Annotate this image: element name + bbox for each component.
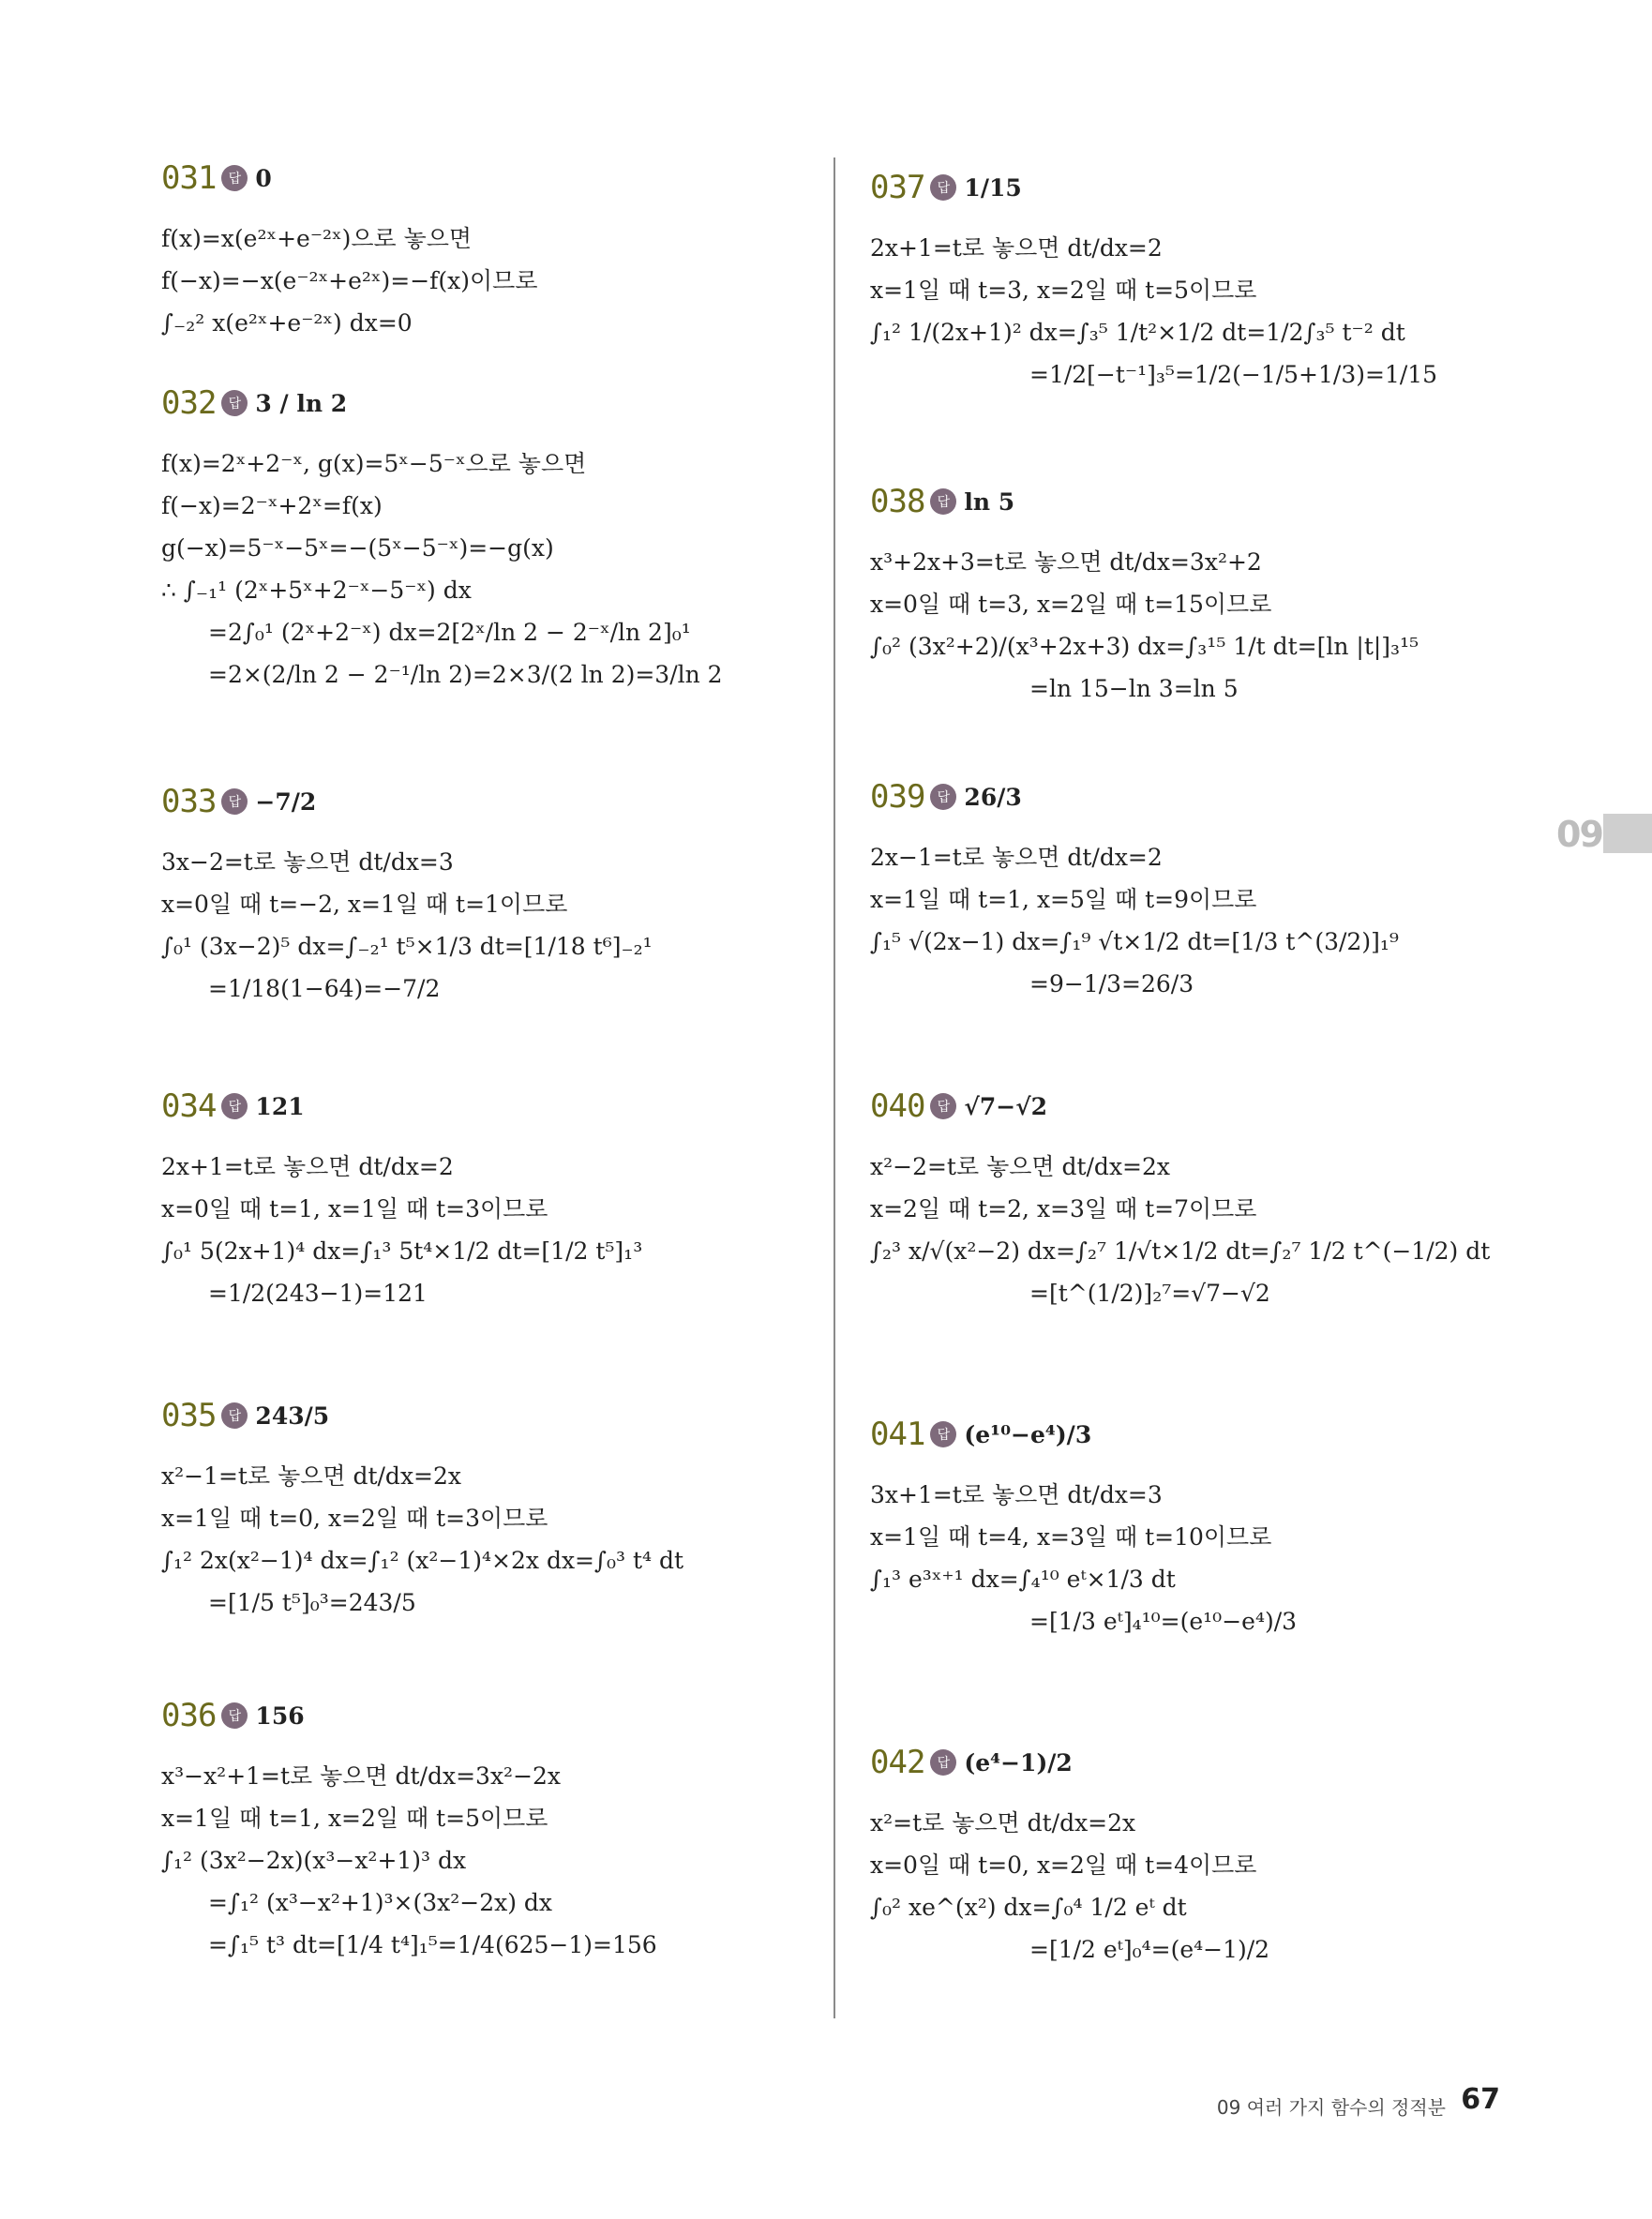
problem-041 [870,1406,1297,1642]
answer-badge: 답 [221,390,248,416]
solution-line: =ln 15−ln 3=ln 5 [1029,675,1239,702]
answer-badge: 답 [930,1749,956,1776]
solution-line: 2x−1=t로 놓으면 dt/dx=2 [870,844,1163,871]
solution-line: g(−x)=5⁻ˣ−5ˣ=−(5ˣ−5⁻ˣ)=−g(x) [161,534,554,562]
answer-badge: 답 [930,784,956,810]
solution-line: ∫₀² (3x²+2)/(x³+2x+3) dx=∫₃¹⁵ 1/t dt=[ln |t|]₃¹⁵ [870,633,1419,660]
solution-line: ∫₋₂² x(e²ˣ+e⁻²ˣ) dx=0 [161,309,413,337]
solution-lines [870,227,1437,396]
problem-032 [161,375,723,696]
solution-line: =9−1/3=26/3 [1029,970,1194,997]
solution-line: =1/2[−t⁻¹]₃⁵=1/2(−1/5+1/3)=1/15 [1029,361,1438,388]
answer-value: 156 [255,1702,305,1730]
answer-badge: 답 [221,1702,248,1729]
problem-number: 039 [870,778,925,816]
solution-line: x=1일 때 t=1, x=5일 때 t=9이므로 [870,886,1257,913]
answer-badge: 답 [930,1093,956,1119]
problem-number: 041 [870,1416,925,1453]
problem-header [870,1078,1490,1134]
solution-line: ∴ ∫₋₁¹ (2ˣ+5ˣ+2⁻ˣ−5⁻ˣ) dx [161,577,472,604]
solution-line: ∫₁⁵ √(2x−1) dx=∫₁⁹ √t×1/2 dt=[1/3 t^(3/2)]₁⁹ [870,928,1399,955]
solution-line: 2x+1=t로 놓으면 dt/dx=2 [870,234,1163,262]
solution-lines [161,217,537,344]
solution-line: =[1/2 eᵗ]₀⁴=(e⁴−1)/2 [1029,1936,1270,1963]
problem-037 [870,159,1437,396]
solution-lines [161,1455,683,1624]
solution-line: ∫₀¹ 5(2x+1)⁴ dx=∫₁³ 5t⁴×1/2 dt=[1/2 t⁵]₁³ [161,1237,643,1265]
solution-line: ∫₁³ e³ˣ⁺¹ dx=∫₄¹⁰ eᵗ×1/3 dt [870,1566,1176,1593]
answer-value: 3 / ln 2 [255,389,348,417]
problem-number: 032 [161,384,217,422]
problem-039 [870,769,1399,1005]
solution-line: =∫₁⁵ t³ dt=[1/4 t⁴]₁⁵=1/4(625−1)=156 [208,1931,657,1958]
solution-line: x=2일 때 t=2, x=3일 때 t=7이므로 [870,1195,1257,1222]
answer-badge: 답 [221,165,248,191]
problem-number: 034 [161,1087,217,1125]
footer-chapter-title: 09 여러 가지 함수의 정적분 [1216,2096,1446,2119]
solution-lines [870,1802,1269,1971]
answer-value: 121 [255,1092,305,1120]
solution-lines [870,1474,1297,1642]
chapter-tab-label: 09 [1556,814,1602,855]
solution-line: x=1일 때 t=1, x=2일 때 t=5이므로 [161,1805,548,1832]
solution-line: x²−2=t로 놓으면 dt/dx=2x [870,1153,1170,1180]
problem-number: 038 [870,483,925,520]
problem-number: 036 [161,1697,217,1734]
answer-value: 26/3 [964,783,1022,811]
page-number: 67 [1461,2083,1500,2116]
solution-line: x²=t로 놓으면 dt/dx=2x [870,1809,1136,1837]
answer-badge: 답 [930,488,956,515]
problem-040 [870,1078,1490,1314]
solution-line: =1/18(1−64)=−7/2 [208,975,441,1002]
solution-line: ∫₂³ x/√(x²−2) dx=∫₂⁷ 1/√t×1/2 dt=∫₂⁷ 1/2 t^(−1/2) dt [870,1237,1491,1265]
answer-value: 243/5 [255,1402,330,1430]
solution-line: =2∫₀¹ (2ˣ+2⁻ˣ) dx=2[2ˣ/ln 2 − 2⁻ˣ/ln 2]₀¹ [208,619,691,646]
solution-line: ∫₀¹ (3x−2)⁵ dx=∫₋₂¹ t⁵×1/3 dt=[1/18 t⁶]₋₂¹ [161,933,653,960]
problem-number: 040 [870,1087,925,1125]
problem-038 [870,473,1419,710]
answer-badge: 답 [930,1421,956,1447]
problem-header [161,773,653,830]
solution-line: x=1일 때 t=3, x=2일 때 t=5이므로 [870,277,1257,304]
solution-lines [161,841,653,1010]
problem-header [161,150,537,206]
solution-lines [870,836,1399,1005]
solution-line: 3x+1=t로 놓으면 dt/dx=3 [870,1481,1163,1508]
solution-line: x=0일 때 t=1, x=1일 때 t=3이므로 [161,1195,548,1222]
problem-number: 035 [161,1397,217,1434]
solution-line: =2×(2/ln 2 − 2⁻¹/ln 2)=2×3/(2 ln 2)=3/ln 2 [208,661,723,688]
solution-line: x=0일 때 t=−2, x=1일 때 t=1이므로 [161,891,568,918]
problem-number: 037 [870,169,925,206]
answer-value: √7−√2 [964,1092,1048,1120]
solution-line: =∫₁² (x³−x²+1)³×(3x²−2x) dx [208,1889,553,1916]
solution-lines [161,1755,657,1966]
solution-line: 2x+1=t로 놓으면 dt/dx=2 [161,1153,454,1180]
solution-line: =[t^(1/2)]₂⁷=√7−√2 [1029,1280,1270,1307]
problem-header [870,1406,1297,1462]
chapter-tab [1603,814,1652,853]
solution-line: ∫₁² (3x²−2x)(x³−x²+1)³ dx [161,1847,467,1874]
solution-line: x=0일 때 t=0, x=2일 때 t=4이므로 [870,1852,1257,1879]
solution-line: f(−x)=2⁻ˣ+2ˣ=f(x) [161,492,383,519]
problem-header [161,375,723,431]
solution-line: ∫₀² xe^(x²) dx=∫₀⁴ 1/2 eᵗ dt [870,1894,1187,1921]
answer-value: ln 5 [964,487,1015,516]
problem-number: 042 [870,1744,925,1781]
solution-line: x²−1=t로 놓으면 dt/dx=2x [161,1462,461,1490]
solution-line: x=1일 때 t=0, x=2일 때 t=3이므로 [161,1505,548,1532]
answer-badge: 답 [221,788,248,815]
solution-line: =[1/5 t⁵]₀³=243/5 [208,1589,416,1616]
answer-value: 1/15 [964,173,1022,202]
answer-value: (e¹⁰−e⁴)/3 [964,1420,1092,1448]
column-divider [834,157,835,2018]
solution-line: x=1일 때 t=4, x=3일 때 t=10이므로 [870,1523,1272,1551]
problem-number: 031 [161,159,217,197]
solution-line: f(x)=2ˣ+2⁻ˣ, g(x)=5ˣ−5⁻ˣ으로 놓으면 [161,450,587,477]
answer-value: −7/2 [255,787,317,816]
solution-line: x=0일 때 t=3, x=2일 때 t=15이므로 [870,591,1272,618]
answer-badge: 답 [221,1093,248,1119]
solution-lines [870,1146,1490,1314]
problem-header [870,1734,1269,1791]
problem-number: 033 [161,783,217,820]
problem-header [161,1387,683,1444]
problem-034 [161,1078,642,1314]
answer-value: (e⁴−1)/2 [964,1748,1073,1777]
answer-badge: 답 [221,1402,248,1429]
solution-line: x³−x²+1=t로 놓으면 dt/dx=3x²−2x [161,1762,562,1790]
problem-header [161,1078,642,1134]
answer-badge: 답 [930,174,956,201]
solution-line: ∫₁² 1/(2x+1)² dx=∫₃⁵ 1/t²×1/2 dt=1/2∫₃⁵ t⁻² dt [870,319,1405,346]
solution-line: x³+2x+3=t로 놓으면 dt/dx=3x²+2 [870,548,1262,576]
solution-line: =[1/3 eᵗ]₄¹⁰=(e¹⁰−e⁴)/3 [1029,1608,1298,1635]
solution-line: ∫₁² 2x(x²−1)⁴ dx=∫₁² (x²−1)⁴×2x dx=∫₀³ t⁴ dt [161,1547,684,1574]
answer-value: 0 [255,164,272,192]
problem-header [870,473,1419,530]
problem-header [870,769,1399,825]
solution-lines [870,541,1419,710]
problem-042 [870,1734,1269,1971]
solution-line: 3x−2=t로 놓으면 dt/dx=3 [161,848,454,876]
problem-035 [161,1387,683,1624]
problem-031 [161,150,537,344]
solution-line: f(−x)=−x(e⁻²ˣ+e²ˣ)=−f(x)이므로 [161,267,538,294]
problem-header [870,159,1437,216]
problem-036 [161,1687,657,1966]
problem-header [161,1687,657,1744]
problem-033 [161,773,653,1010]
solution-lines [161,442,723,696]
solution-line: f(x)=x(e²ˣ+e⁻²ˣ)으로 놓으면 [161,225,473,252]
solution-line: =1/2(243−1)=121 [208,1280,428,1307]
solution-lines [161,1146,642,1314]
